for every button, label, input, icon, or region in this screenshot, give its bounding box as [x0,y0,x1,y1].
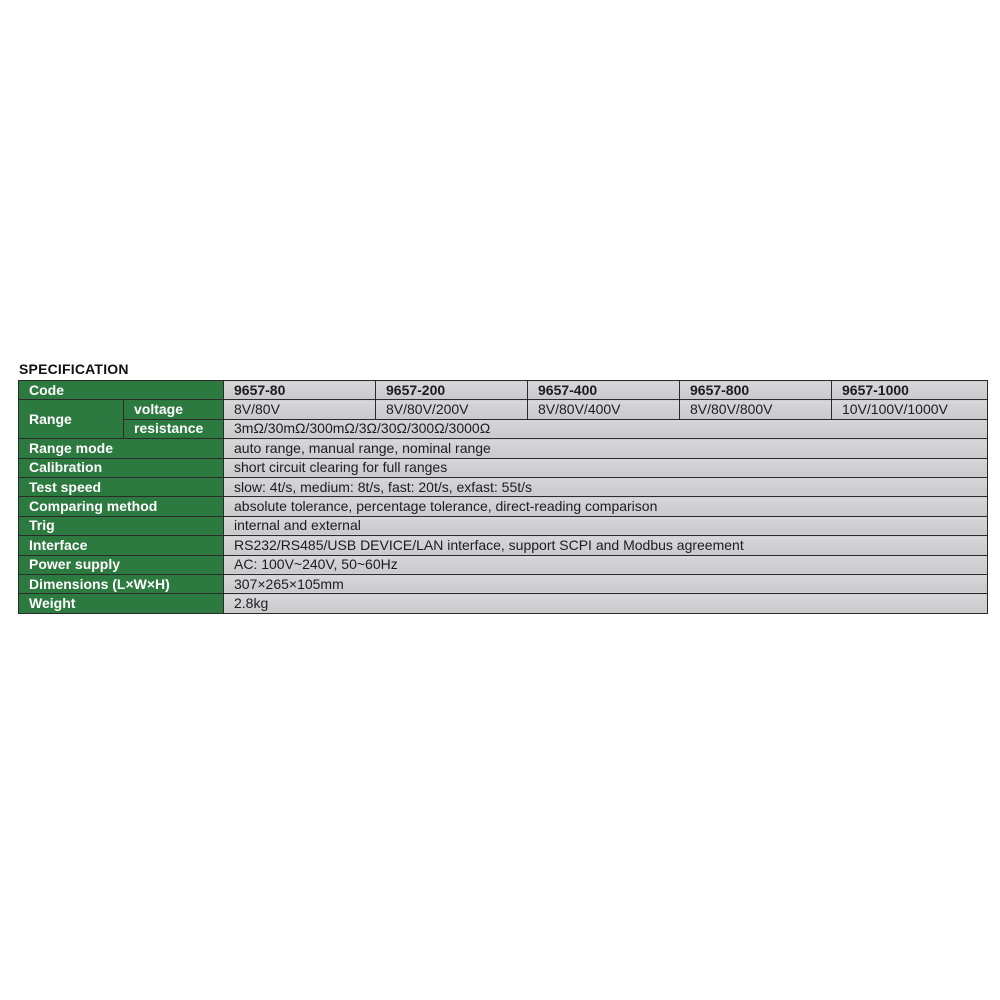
table-row-range-resistance [19,419,988,438]
row-value-weight: 2.8kg [224,594,988,613]
row-value-trig: internal and external [224,516,988,535]
table-row [19,497,988,516]
row-value-test-speed: slow: 4t/s, medium: 8t/s, fast: 20t/s, exfast: 55t/s [224,477,988,496]
row-label-power-supply: Power supply [19,555,224,574]
row-sublabel-resistance: resistance [124,419,224,438]
model-code-cell: 9657-400 [528,381,680,400]
table-row [19,574,988,593]
model-code-cell: 9657-200 [376,381,528,400]
specification-table [18,380,988,614]
table-row [19,555,988,574]
row-label-comparing-method: Comparing method [19,497,224,516]
spec-title: SPECIFICATION [19,361,129,377]
resistance-range-cell: 3mΩ/30mΩ/300mΩ/3Ω/30Ω/300Ω/3000Ω [224,419,988,438]
voltage-range-cell: 8V/80V [224,400,376,419]
row-label-range-mode: Range mode [19,439,224,458]
row-label-weight: Weight [19,594,224,613]
table-row-range-voltage [19,400,988,419]
row-sublabel-voltage: voltage [124,400,224,419]
voltage-range-cell: 10V/100V/1000V [832,400,988,419]
table-row [19,477,988,496]
row-label-interface: Interface [19,536,224,555]
row-value-power-supply: AC: 100V~240V, 50~60Hz [224,555,988,574]
row-value-interface: RS232/RS485/USB DEVICE/LAN interface, support SCPI and Modbus agreement [224,536,988,555]
row-label-dimensions: Dimensions (L×W×H) [19,574,224,593]
table-row [19,439,988,458]
voltage-range-cell: 8V/80V/200V [376,400,528,419]
row-value-comparing-method: absolute tolerance, percentage tolerance, direct-reading comparison [224,497,988,516]
row-value-calibration: short circuit clearing for full ranges [224,458,988,477]
row-value-range-mode: auto range, manual range, nominal range [224,439,988,458]
row-label-trig: Trig [19,516,224,535]
table-row [19,536,988,555]
row-label-range: Range [19,400,124,439]
row-value-dimensions: 307×265×105mm [224,574,988,593]
table-row [19,516,988,535]
table-row [19,458,988,477]
table-row [19,594,988,613]
model-code-cell: 9657-1000 [832,381,988,400]
model-code-cell: 9657-80 [224,381,376,400]
model-code-cell: 9657-800 [680,381,832,400]
row-label-test-speed: Test speed [19,477,224,496]
row-label-calibration: Calibration [19,458,224,477]
voltage-range-cell: 8V/80V/400V [528,400,680,419]
row-label-code: Code [19,381,224,400]
table-row-code [19,381,988,400]
voltage-range-cell: 8V/80V/800V [680,400,832,419]
